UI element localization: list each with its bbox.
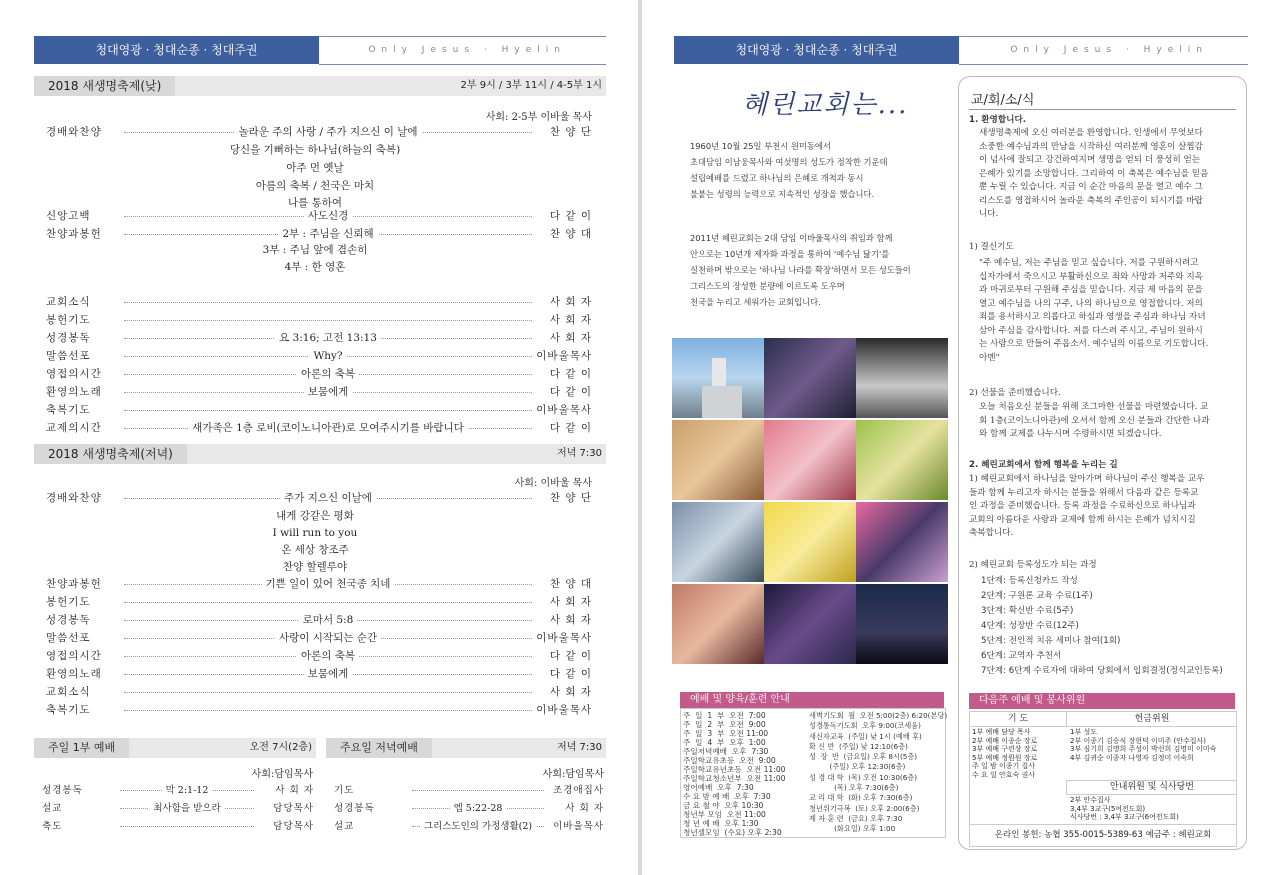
order-content-text: 요 3:16; 고전 13:13 (275, 332, 381, 344)
order-row (46, 684, 592, 701)
order-role: 이바울목사 (532, 402, 592, 419)
intro-script-title: 혜린교회는... (742, 90, 909, 120)
news-line: 인 과정을 준비했습니다. 등록 과정을 수료하신으로 하나님과 (969, 501, 1196, 511)
order-content (124, 384, 532, 401)
worship-guide-left: 주 일 1 부 오전 7:00 주 일 2 부 오전 9:00 주 일 3 부 오전 11:00 주 일 4 부 오후 1:00 주일저녁예배 오후 7:30 주일학교유초등 오전 9:00 주일학교유년초등 오전 11:00 주일학교청소년부 오전 11:00 영어예배 오후 7:30 수 요 밤 예 배 오후 7:30 금 요 철 야 오후 10:30 청년부 모임 오전 11:00 청 년 예 배 오후 1:30 청년셀모임 (수요) 오후 2:30 (683, 711, 786, 837)
order-label: 성경봉독 (334, 803, 375, 814)
intro-line: 그리스도의 장성한 분량에 이르도록 도우며 (690, 281, 845, 291)
news-line: 는 사람으로 만들어 주옵소서. 예수님의 이름으로 기도합니다. (979, 339, 1209, 349)
order-content (124, 648, 532, 665)
worship-guide-box (680, 708, 946, 838)
step-item: 4단계: 성장반 수료(12주) (981, 621, 1079, 631)
photo-choir (856, 338, 948, 418)
steps-heading: 2) 혜린교회 등록성도가 되는 과정 (969, 560, 1097, 570)
order-content-text: 최사함을 받으라 (149, 803, 224, 814)
intro-line: 1960년 10월 25일 부천시 원미동에서 (690, 141, 831, 151)
order-label: 성경봉독 (46, 614, 91, 626)
order-label: 찬양과봉헌 (46, 578, 102, 590)
order-role: 다 같 이 (532, 648, 592, 665)
news-line: 이 넘사에 잘되고 강건하여지며 생명을 얻되 더 풍성히 얻는 (979, 155, 1201, 165)
order-row (46, 630, 592, 647)
intro-paragraph-1 (690, 138, 960, 202)
order-content (124, 348, 532, 365)
sunday-eve-header (326, 738, 606, 758)
sunday1-presider: 사회:담임목사 (251, 769, 313, 780)
usher-label: 안내위원 및 식사당번 (1066, 780, 1237, 795)
order-label: 말씀선포 (46, 350, 91, 362)
order-content-text: 주가 지으신 이날에 (280, 492, 376, 504)
order-role: 다 같 이 (532, 384, 592, 401)
order-label: 영접의시간 (46, 650, 102, 662)
order-content-text: 새가족은 1층 로비(코이노니아관)로 모여주시기를 바랍니다 (188, 422, 468, 434)
order-content-text: 기쁜 일이 있어 천국종 치네 (262, 578, 395, 590)
order-line: 4부 : 한 영혼 (284, 261, 346, 273)
order-role: 이바울목사 (532, 630, 592, 647)
dot-leader (120, 826, 254, 827)
order-content-text: 막 2:1-12 (162, 785, 213, 796)
order-role: 사 회 자 (532, 294, 592, 311)
order-label: 신앙고백 (46, 210, 91, 222)
left-page (0, 0, 638, 875)
intro-line: 불붙는 성령의 능력으로 지속적인 성장을 했습니다. (690, 189, 875, 199)
prayer-body (979, 257, 1241, 365)
order-role: 다 같 이 (532, 366, 592, 383)
news-line: 뿐 누릴 수 있습니다. 지금 이 순간 마음의 문을 열고 예수 그 (979, 182, 1203, 192)
order-content (120, 782, 254, 799)
order-content-text: 그리스도인의 가정생활(2) (420, 821, 536, 832)
order-label: 축복기도 (46, 404, 91, 416)
gift-heading: 2) 선물을 준비했습니다. (969, 388, 1061, 398)
news-line: 와 함께 교제를 나누시며 수령하시면 되겠습니다. (979, 429, 1162, 439)
usher-row: 3,4부 3교구(5여전도회) (1070, 804, 1146, 813)
photo-church-building (672, 338, 764, 418)
step-item: 3단계: 확신반 수료(5주) (981, 606, 1074, 616)
order-content-text: 로마서 5:8 (299, 614, 358, 626)
order-content (124, 226, 532, 243)
order-role: 사 회 자 (532, 684, 592, 701)
step-item: 1단계: 등록신청카드 작성 (981, 576, 1078, 586)
news-line: 십자가에서 죽으시고 부활하신으로 죄와 사망과 저주와 지옥 (979, 271, 1203, 282)
order-role: 사 회 자 (532, 330, 592, 347)
online-offering: 온라인 봉헌: 농협 355-0015-5389-63 예금주 : 혜린교회 (970, 824, 1236, 845)
right-header-bar (674, 36, 1248, 64)
order-row (46, 330, 592, 347)
order-label: 환영의노래 (46, 386, 102, 398)
order-content (120, 800, 254, 817)
order-line: 아주 먼 옛날 (286, 162, 344, 174)
offering-col-label: 헌금위원 (1066, 712, 1237, 727)
order-label: 성경봉독 (42, 785, 83, 796)
intro-line: 설립예배를 드렸고 하나님의 은혜로 개척과 동시 (690, 173, 864, 183)
festival-eve-times: 저녁 7:30 (557, 448, 602, 459)
order-row (46, 576, 592, 593)
order-role: 찬 양 대 (532, 226, 592, 243)
order-line: 찬양 할렐루야 (282, 561, 348, 573)
festival-eve-header (34, 444, 606, 464)
order-content-text: Why? (309, 350, 346, 362)
photo-youth-group (764, 584, 856, 664)
order-label: 교회소식 (46, 296, 91, 308)
sunday-eve-title: 주요일 저녁예배 (326, 738, 432, 758)
order-row (46, 402, 592, 419)
section2-heading: 2. 혜린교회에서 함께 행복을 누리는 길 (969, 460, 1118, 470)
order-label: 설교 (334, 821, 355, 832)
order-row (42, 782, 314, 799)
step-item: 7단계: 6단계 수료자에 대하여 당회에서 입회결정(정식교인등록) (981, 666, 1223, 676)
order-role: 이바울목사 (532, 702, 592, 719)
step-item: 5단계: 전인적 치유 세미나 참여(1회) (981, 636, 1121, 646)
news-line: 과 마귀로부터 구원해 주심을 믿습니다. 지금 제 마음의 문을 (979, 285, 1203, 295)
header-motto: Only Jesus · Hyelin (368, 45, 566, 55)
order-role: 다 같 이 (532, 208, 592, 225)
news-title-rule (969, 109, 1236, 110)
news-line: 오늘 처음오신 분들을 위해 조그마한 선물을 마련했습니다. 교 (979, 402, 1209, 412)
festival-eve-presider: 사회: 이바울 목사 (514, 478, 592, 489)
news-line: 회 1층(코이노니아관)에 오셔서 함께 오신 분들과 간단한 나과 (979, 415, 1210, 426)
gift-body (979, 401, 1241, 442)
order-line: 3부 : 주님 앞에 겸손히 (262, 244, 368, 256)
order-content (412, 818, 544, 835)
sunday1-time: 오전 7시(2층) (249, 742, 312, 753)
order-content-text: 놀라운 주의 사랑 / 주가 지으신 이 날에 (234, 126, 421, 138)
order-role: 사 회 자 (532, 612, 592, 629)
welcome-body (979, 127, 1241, 222)
header-motto-right: Only Jesus · Hyelin (1010, 45, 1208, 55)
order-row (46, 366, 592, 383)
order-content (124, 330, 532, 347)
sunday-eve-presider: 사회:담임목사 (542, 769, 604, 780)
offering-row: 4부 김귀순 이종자 나영자 김정미 이숙희 (1070, 753, 1194, 762)
next-week-table (969, 711, 1237, 847)
news-line: 삼아 주심을 감사합니다. 저를 다스려 주시고, 주님이 원하시 (979, 325, 1203, 336)
order-row (42, 800, 314, 817)
photo-women (856, 420, 948, 500)
news-line: "주 예수님, 저는 주님을 믿고 싶습니다. 저를 구원하시려고 (979, 258, 1199, 268)
photo-performance (856, 502, 948, 582)
right-page (642, 0, 1280, 875)
sunday1-header (34, 738, 316, 758)
prayer-row: 주 일 밤 이종기 집사 (972, 762, 1035, 771)
order-content-text: 2부 : 주님을 신뢰해 (278, 228, 377, 240)
order-content-text: 사랑이 시작되는 순간 (275, 632, 381, 644)
prayer-row: 3부 예배 구련상 장로 (972, 745, 1038, 754)
order-role: 다 같 이 (532, 420, 592, 437)
order-line: 온 세상 창조주 (281, 544, 349, 556)
order-role: 찬 양 단 (532, 124, 592, 141)
order-role: 찬 양 대 (532, 576, 592, 593)
order-content-text: 아론의 축복 (297, 650, 359, 662)
offering-row: 3부 심기희 김명희 주성이 박선희 김명미 이미숙 (1070, 745, 1217, 754)
order-line: I will run to you (272, 527, 358, 539)
prayer-row: 2부 예배 이종순 장로 (972, 736, 1038, 745)
news-line: 교회의 아름다운 사랑과 교제에 함께 하시는 은혜가 넘치시길 (969, 514, 1196, 525)
order-role: 담당목사 (254, 818, 314, 835)
photo-family (764, 420, 856, 500)
order-label: 봉헌기도 (46, 314, 91, 326)
photo-yellow-team (764, 502, 856, 582)
next-week-title: 다음주 예배 및 봉사위원 (969, 693, 1235, 709)
news-line: 열고 예수님을 나의 구주, 나의 하나님으로 영접합니다. 저의 (979, 298, 1203, 309)
order-label: 말씀선포 (46, 632, 91, 644)
order-content (124, 490, 532, 507)
order-row (46, 124, 592, 141)
order-content (124, 420, 532, 437)
offering-row: 1부 성도 (1070, 728, 1097, 736)
dot-leader (124, 692, 532, 693)
order-content-text: 엡 5:22-28 (450, 803, 507, 814)
order-label: 기도 (334, 785, 355, 796)
order-content (124, 124, 532, 141)
worship-guide-title: 예배 및 양육/훈련 안내 (680, 692, 944, 708)
prayer-heading: 1) 결신기도 (969, 242, 1014, 252)
order-role: 조경애집사 (544, 782, 604, 799)
order-label: 영접의시간 (46, 368, 102, 380)
photo-night-building (856, 584, 948, 664)
order-label: 교제의시간 (46, 422, 102, 434)
order-row (46, 384, 592, 401)
order-row (46, 226, 592, 243)
order-line: 나를 통하여 (287, 197, 343, 209)
order-content (124, 612, 532, 629)
prayer-col-label: 기 도 (970, 712, 1066, 727)
dot-leader (412, 790, 544, 791)
festival-eve-title: 2018 새생명축제(저녁) (34, 444, 187, 464)
order-row (46, 420, 592, 437)
order-content (412, 800, 544, 817)
order-role: 이바울목사 (544, 818, 604, 835)
dot-leader (124, 320, 532, 321)
usher-row: 2부 안수집사 (1070, 796, 1111, 804)
order-label: 교회소식 (46, 686, 91, 698)
order-row (46, 348, 592, 365)
order-role: 찬 양 단 (532, 490, 592, 507)
order-row (334, 818, 604, 835)
prayer-row: 수 요 일 안효숙 권사 (972, 770, 1035, 779)
order-content (124, 630, 532, 647)
intro-line: 2011년 혜린교회는 2대 담임 이바울목사의 취임과 함께 (690, 233, 893, 243)
sunday-eve-time: 저녁 7:30 (557, 742, 602, 753)
order-content-text: 사도신경 (304, 210, 353, 222)
photo-mother-child (672, 584, 764, 664)
intro-line: 안으로는 10년개 제자화 과정을 통하여 '예수님 닮기'를 (690, 249, 890, 259)
order-row (46, 594, 592, 611)
order-role: 사 회 자 (254, 782, 314, 799)
order-content (124, 666, 532, 683)
news-line: 소중한 예수님과의 만남을 시작하신 여러분께 영혼이 살찜감 (979, 141, 1203, 152)
order-row (46, 294, 592, 311)
order-row (46, 666, 592, 683)
order-role: 사 회 자 (544, 800, 604, 817)
news-title: 교/회/소/식 (971, 93, 1035, 108)
photo-worship-service (764, 338, 856, 418)
order-label: 경배와찬양 (46, 492, 102, 504)
offering-roster (1070, 728, 1234, 762)
order-content (124, 576, 532, 593)
order-role: 담당목사 (254, 800, 314, 817)
section2-body (969, 473, 1241, 541)
usher-row: 식사당번 : 3,4부 3교구(6여전도회) (1070, 813, 1179, 822)
prayer-row: 1부 예배 담당 목사 (972, 728, 1031, 736)
left-header-bar (34, 36, 606, 64)
order-row (46, 702, 592, 719)
photo-children (672, 420, 764, 500)
prayer-roster (972, 728, 1064, 780)
intro-line: 실천하며 밖으로는 '하나님 나라를 확장'하면서 모든 성도들이 (690, 265, 911, 275)
order-row (334, 782, 604, 799)
news-line: 아멘" (979, 352, 1000, 363)
dot-leader (124, 710, 532, 711)
usher-roster (1070, 796, 1234, 822)
order-row (46, 490, 592, 507)
news-line: 새생명축제에 오신 여러분을 환영합니다. 인생에서 무엇보다 (979, 128, 1203, 138)
dot-leader (124, 410, 532, 411)
header-slogan-right: 청대영광 · 청대순종 · 청대주권 (674, 36, 959, 64)
order-label: 경배와찬양 (46, 126, 102, 138)
order-role: 사 회 자 (532, 594, 592, 611)
festival-day-times: 2부 9시 / 3부 11시 / 4-5부 1시 (460, 80, 602, 91)
welcome-heading: 1. 환영합니다. (969, 115, 1027, 125)
order-role: 이바울목사 (532, 348, 592, 365)
order-label: 봉헌기도 (46, 596, 91, 608)
order-content-text: 보뭄에게 (304, 668, 353, 680)
intro-line: 천국을 누리고 세워가는 교회입니다. (690, 297, 821, 307)
church-news-panel (958, 76, 1247, 850)
order-label: 성경봉독 (46, 332, 91, 344)
header-slogan: 청대영광 · 청대순종 · 청대주권 (34, 36, 319, 64)
order-label: 설교 (42, 803, 63, 814)
festival-day-title: 2018 새생명축제(낮) (34, 76, 175, 96)
step-item: 2단계: 구원론 교육 수료(1주) (981, 591, 1093, 601)
dot-leader (124, 602, 532, 603)
offering-row: 2부 이종기 김승식 장현덕 이미주 (안수집사) (1070, 736, 1206, 745)
intro-paragraph-2 (690, 230, 960, 310)
steps-list (981, 574, 1243, 679)
festival-day-header (34, 76, 606, 96)
news-line: 들과 함께 누리고자 하시는 분들을 위해서 다음과 같은 등록교 (969, 487, 1199, 498)
order-content-text: 보뭄에게 (304, 386, 353, 398)
festival-day-presider: 사회: 2-5부 이바울 목사 (485, 112, 592, 123)
order-row (46, 648, 592, 665)
news-line: 리스도를 영접하시어 놀라운 축복의 주인공이 되시기를 바랍 (979, 195, 1203, 206)
sunday1-title: 주일 1부 예배 (34, 738, 129, 758)
news-line: 1) 혜린교회에서 하나님을 알아가며 하나님이 주신 행복을 교우 (969, 474, 1205, 484)
news-line: 축복합니다. (969, 528, 1014, 538)
worship-guide-right: 새벽기도회 월 오전 5:00(2층) 6:20(본당) 성경통독기도회 오후 9:00(코세움) 새신자교육 (주일) 낮 1시 (예배 후) 확 신 반 (주일) 낮 12:10(6층) 성 장 반 (금요일) 오후 8시(5층) (주일) 오후 12:30(6층) 성 경 대 학 (목) 오전 10:30(6층) (목) 오후 7:30(6층) 교 리 대 학 (화) 오후 7:30(6층) 청년위기극복 (토) 오후 2:00(6층) 제 자 훈 련 (금요) 오후 7:30 (화요일) 오후 1:00 (809, 711, 948, 834)
order-line: 아름의 축복 / 천국은 마치 (255, 180, 375, 192)
step-item: 6단계: 교역자 추천서 (981, 651, 1062, 661)
dot-leader (124, 302, 532, 303)
order-row (334, 800, 604, 817)
order-row (42, 818, 314, 835)
order-role: 다 같 이 (532, 666, 592, 683)
order-label: 환영의노래 (46, 668, 102, 680)
news-line: 니다. (979, 209, 999, 219)
news-line: 은혜가 있기를 소망합니다. 그리하여 이 축복은 예수님을 믿음 (979, 168, 1209, 179)
order-line: 당신을 기뻐하는 하나님(하늘의 축복) (229, 144, 401, 156)
order-label: 축도 (42, 821, 63, 832)
order-row (46, 612, 592, 629)
intro-line: 초대담임 이남웅목사와 여섯명의 성도가 정착한 기운데 (690, 157, 888, 167)
photo-group-outdoor (672, 502, 764, 582)
order-role: 사 회 자 (532, 312, 592, 329)
order-content (124, 366, 532, 383)
order-content-text: 아론의 축복 (297, 368, 359, 380)
news-line: 죄를 용서하시고 의롭다고 하심과 영생을 주심과 하나님 자녀 (979, 312, 1206, 322)
order-label: 찬양과봉헌 (46, 228, 102, 240)
order-label: 축복기도 (46, 704, 91, 716)
prayer-row: 5부 예배 정원원 장로 (972, 753, 1038, 762)
order-row (46, 312, 592, 329)
order-line: 내게 강같은 평화 (276, 510, 354, 522)
